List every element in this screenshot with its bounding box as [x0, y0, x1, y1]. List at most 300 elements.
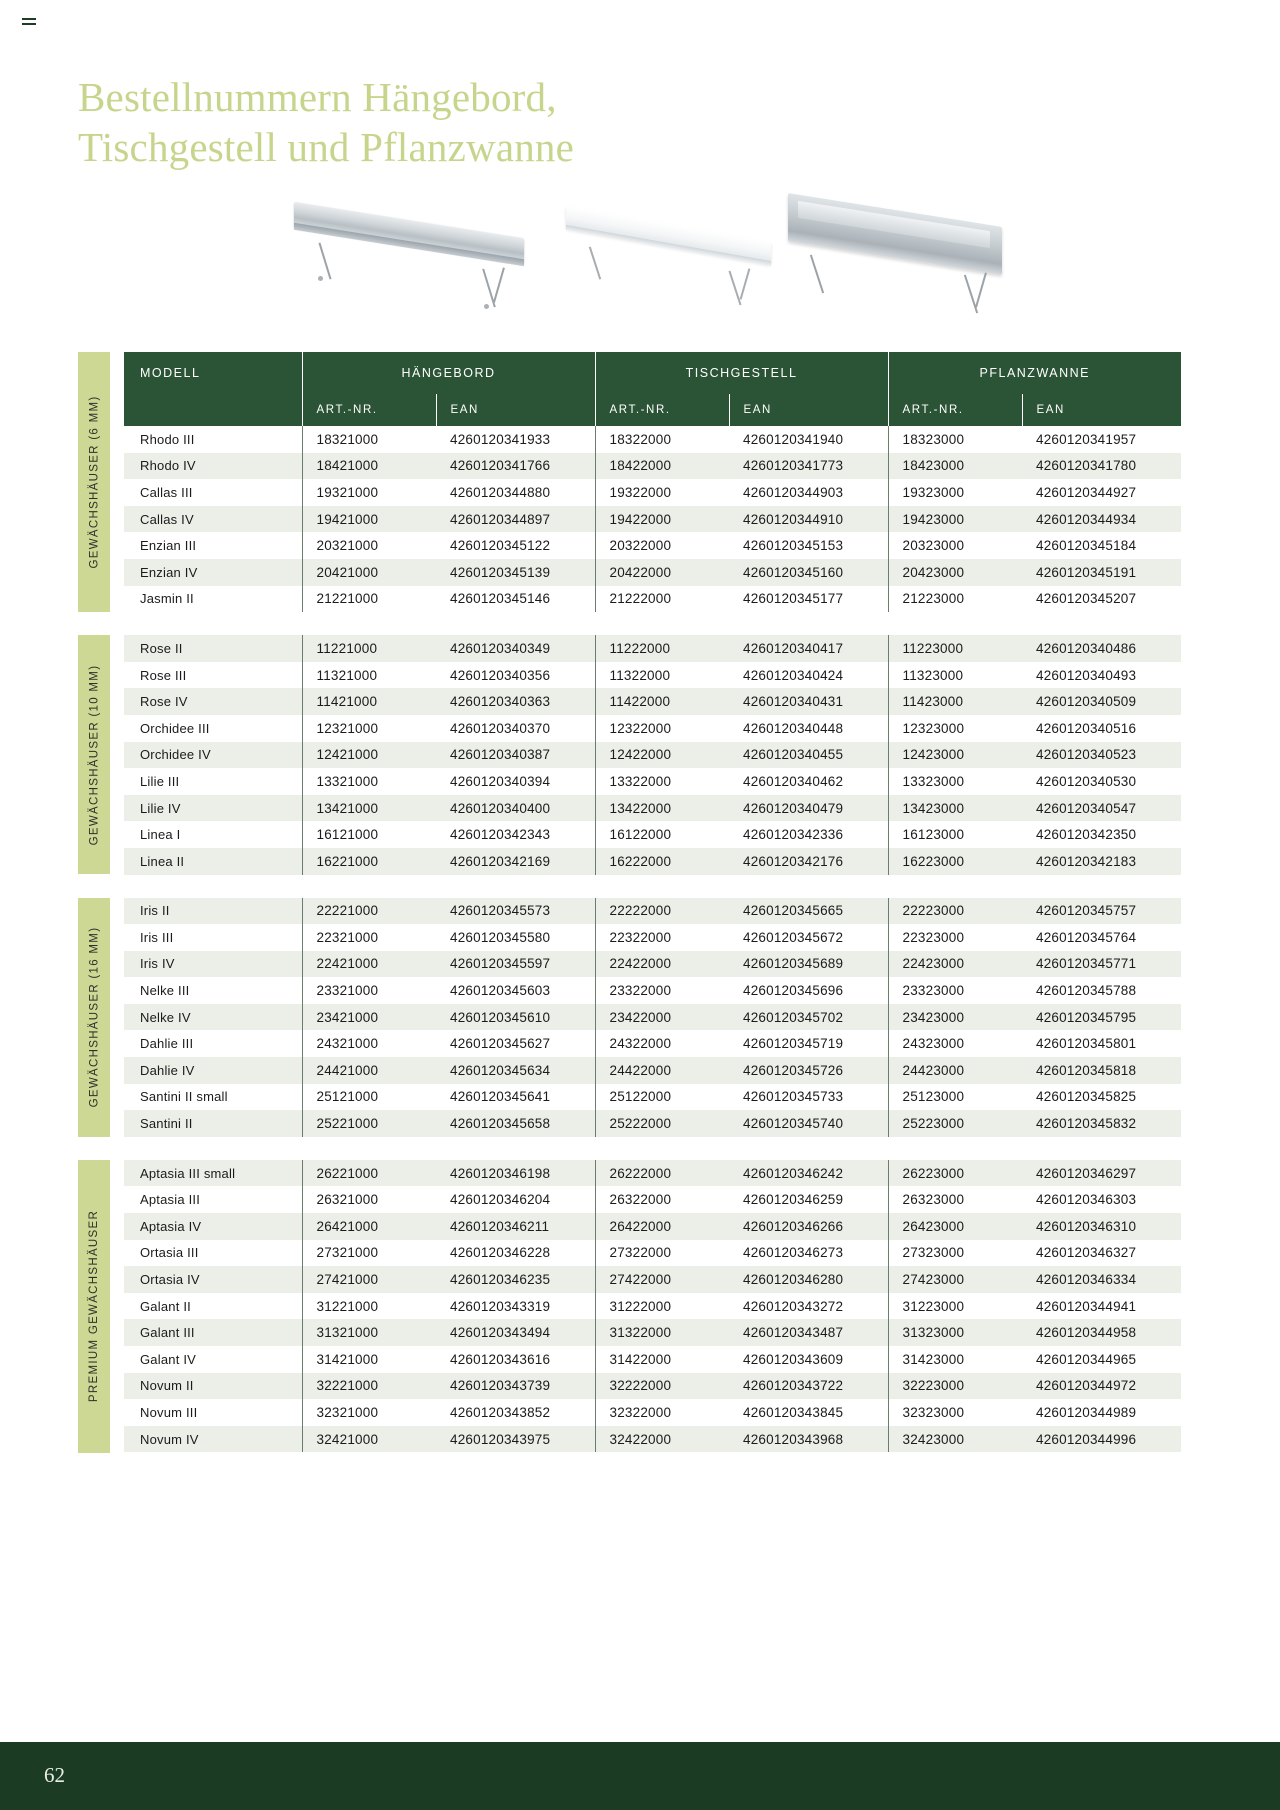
- page-title-line2: Tischgestell und Pflanzwanne: [78, 124, 575, 171]
- cell-model: Ortasia III: [124, 1240, 302, 1267]
- product-photo-row: [280, 196, 1040, 326]
- cell-hb_ean: 4260120346198: [436, 1160, 595, 1187]
- table-body: [124, 635, 1181, 874]
- sub-header-row: [124, 394, 1181, 426]
- table-row: [124, 1240, 1181, 1267]
- cell-pw_art: 23323000: [888, 977, 1022, 1004]
- cell-pw_art: 25123000: [888, 1084, 1022, 1111]
- cell-hb_ean: 4260120340370: [436, 715, 595, 742]
- cell-tg_ean: 4260120343968: [729, 1426, 888, 1453]
- cell-hb_ean: 4260120346211: [436, 1213, 595, 1240]
- cell-pw_ean: 4260120345788: [1022, 977, 1181, 1004]
- cell-hb_art: 13421000: [302, 795, 436, 822]
- cell-tg_art: 31322000: [595, 1319, 729, 1346]
- table-body: [124, 898, 1181, 1137]
- table-row: [124, 1084, 1181, 1111]
- cell-tg_ean: 4260120346242: [729, 1160, 888, 1187]
- cell-pw_ean: 4260120345825: [1022, 1084, 1181, 1111]
- table-row: [124, 479, 1181, 506]
- cell-hb_ean: 4260120343616: [436, 1346, 595, 1373]
- cell-model: Novum II: [124, 1373, 302, 1400]
- cell-tg_ean: 4260120345719: [729, 1030, 888, 1057]
- cell-hb_art: 18421000: [302, 453, 436, 480]
- cell-tg_ean: 4260120345726: [729, 1057, 888, 1084]
- cell-hb_art: 16221000: [302, 848, 436, 875]
- cell-pw_art: 20323000: [888, 532, 1022, 559]
- cell-hb_art: 16121000: [302, 821, 436, 848]
- cell-tg_ean: 4260120343722: [729, 1373, 888, 1400]
- cell-tg_art: 22422000: [595, 951, 729, 978]
- table-block: [78, 898, 1137, 1137]
- cell-tg_ean: 4260120342176: [729, 848, 888, 875]
- cell-pw_art: 24423000: [888, 1057, 1022, 1084]
- cell-hb_ean: 4260120345580: [436, 924, 595, 951]
- cell-tg_art: 16222000: [595, 848, 729, 875]
- category-tab-label: PREMIUM GEWÄCHSHÄUSER: [88, 1210, 100, 1403]
- cell-model: Rhodo IV: [124, 453, 302, 480]
- cell-pw_ean: 4260120345795: [1022, 1004, 1181, 1031]
- cell-tg_ean: 4260120345702: [729, 1004, 888, 1031]
- cell-tg_art: 27322000: [595, 1240, 729, 1267]
- cell-pw_ean: 4260120345832: [1022, 1110, 1181, 1137]
- cell-pw_art: 26223000: [888, 1160, 1022, 1187]
- cell-hb_ean: 4260120341766: [436, 453, 595, 480]
- cell-model: Rhodo III: [124, 426, 302, 453]
- cell-model: Lilie IV: [124, 795, 302, 822]
- cell-pw_ean: 4260120345757: [1022, 898, 1181, 925]
- cell-hb_art: 23321000: [302, 977, 436, 1004]
- cell-pw_ean: 4260120340530: [1022, 768, 1181, 795]
- table-header: [124, 352, 1181, 426]
- table-row: [124, 1186, 1181, 1213]
- cell-pw_ean: 4260120340493: [1022, 662, 1181, 689]
- cell-pw_art: 13323000: [888, 768, 1022, 795]
- cell-hb_ean: 4260120345597: [436, 951, 595, 978]
- cell-pw_art: 11223000: [888, 635, 1022, 662]
- cell-tg_ean: 4260120345177: [729, 586, 888, 613]
- cell-tg_art: 31222000: [595, 1293, 729, 1320]
- table-row: [124, 1293, 1181, 1320]
- cell-model: Aptasia IV: [124, 1213, 302, 1240]
- cell-pw_art: 25223000: [888, 1110, 1022, 1137]
- cell-hb_ean: 4260120340400: [436, 795, 595, 822]
- cell-tg_art: 23422000: [595, 1004, 729, 1031]
- cell-pw_ean: 4260120344941: [1022, 1293, 1181, 1320]
- cell-pw_ean: 4260120342183: [1022, 848, 1181, 875]
- page-title-line1: Bestellnummern Hängebord,: [78, 74, 557, 120]
- cell-pw_ean: 4260120340516: [1022, 715, 1181, 742]
- cell-hb_art: 24421000: [302, 1057, 436, 1084]
- cell-model: Aptasia III: [124, 1186, 302, 1213]
- cell-hb_art: 31221000: [302, 1293, 436, 1320]
- table-row: [124, 662, 1181, 689]
- cell-tg_ean: 4260120343609: [729, 1346, 888, 1373]
- category-tab-label: GEWÄCHSHÄUSER (6 MM): [88, 395, 101, 569]
- cell-hb_art: 19321000: [302, 479, 436, 506]
- cell-hb_art: 20421000: [302, 559, 436, 586]
- cell-hb_art: 25121000: [302, 1084, 436, 1111]
- table-row: [124, 742, 1181, 769]
- cell-pw_art: 12423000: [888, 742, 1022, 769]
- cell-hb_ean: 4260120346235: [436, 1266, 595, 1293]
- cell-hb_ean: 4260120340387: [436, 742, 595, 769]
- cell-hb_ean: 4260120344880: [436, 479, 595, 506]
- cell-hb_ean: 4260120343852: [436, 1399, 595, 1426]
- table-row: [124, 795, 1181, 822]
- cell-tg_art: 12322000: [595, 715, 729, 742]
- cell-pw_ean: 4260120345818: [1022, 1057, 1181, 1084]
- cell-pw_art: 31423000: [888, 1346, 1022, 1373]
- cell-pw_ean: 4260120346303: [1022, 1186, 1181, 1213]
- cell-tg_art: 19322000: [595, 479, 729, 506]
- cell-hb_art: 20321000: [302, 532, 436, 559]
- cell-pw_ean: 4260120346327: [1022, 1240, 1181, 1267]
- cell-pw_art: 32423000: [888, 1426, 1022, 1453]
- cell-tg_art: 13322000: [595, 768, 729, 795]
- cell-pw_ean: 4260120340486: [1022, 635, 1181, 662]
- table-row: [124, 715, 1181, 742]
- cell-tg_ean: 4260120340448: [729, 715, 888, 742]
- cell-model: Iris III: [124, 924, 302, 951]
- cell-hb_art: 32421000: [302, 1426, 436, 1453]
- table-row: [124, 821, 1181, 848]
- cell-hb_ean: 4260120344897: [436, 506, 595, 533]
- crop-mark-icon: [22, 18, 36, 28]
- cell-tg_ean: 4260120345672: [729, 924, 888, 951]
- page-footer: [0, 1742, 1280, 1810]
- cell-hb_art: 12321000: [302, 715, 436, 742]
- cell-model: Jasmin II: [124, 586, 302, 613]
- table-row: [124, 586, 1181, 613]
- cell-pw_art: 16223000: [888, 848, 1022, 875]
- cell-pw_art: 31323000: [888, 1319, 1022, 1346]
- cell-pw_art: 22223000: [888, 898, 1022, 925]
- cell-tg_ean: 4260120346266: [729, 1213, 888, 1240]
- cell-model: Callas III: [124, 479, 302, 506]
- cell-pw_art: 11423000: [888, 688, 1022, 715]
- cell-hb_art: 11321000: [302, 662, 436, 689]
- cell-tg_art: 26422000: [595, 1213, 729, 1240]
- table-row: [124, 1266, 1181, 1293]
- cell-pw_ean: 4260120342350: [1022, 821, 1181, 848]
- cell-tg_ean: 4260120345160: [729, 559, 888, 586]
- cell-pw_art: 27323000: [888, 1240, 1022, 1267]
- table-row: [124, 1030, 1181, 1057]
- cell-pw_ean: 4260120345801: [1022, 1030, 1181, 1057]
- cell-model: Santini II: [124, 1110, 302, 1137]
- cell-tg_ean: 4260120344903: [729, 479, 888, 506]
- cell-hb_ean: 4260120340363: [436, 688, 595, 715]
- cell-tg_art: 25222000: [595, 1110, 729, 1137]
- cell-hb_ean: 4260120343975: [436, 1426, 595, 1453]
- cell-hb_ean: 4260120345658: [436, 1110, 595, 1137]
- cell-model: Aptasia III small: [124, 1160, 302, 1187]
- cell-pw_art: 27423000: [888, 1266, 1022, 1293]
- table-body: [124, 426, 1181, 612]
- cell-tg_ean: 4260120340424: [729, 662, 888, 689]
- cell-tg_ean: 4260120345153: [729, 532, 888, 559]
- cell-tg_ean: 4260120340431: [729, 688, 888, 715]
- cell-tg_art: 27422000: [595, 1266, 729, 1293]
- cell-pw_ean: 4260120344965: [1022, 1346, 1181, 1373]
- sub-header-5: ART.-NR.: [888, 394, 1022, 426]
- table-row: [124, 1160, 1181, 1187]
- cell-tg_ean: 4260120345689: [729, 951, 888, 978]
- table-row: [124, 635, 1181, 662]
- cell-tg_art: 26222000: [595, 1160, 729, 1187]
- table-row: [124, 532, 1181, 559]
- category-tab: [78, 898, 110, 1137]
- cell-model: Dahlie III: [124, 1030, 302, 1057]
- cell-tg_art: 12422000: [595, 742, 729, 769]
- cell-pw_ean: 4260120341780: [1022, 453, 1181, 480]
- cell-tg_ean: 4260120340479: [729, 795, 888, 822]
- table-row: [124, 951, 1181, 978]
- cell-hb_art: 31421000: [302, 1346, 436, 1373]
- table-block: [78, 1160, 1137, 1453]
- table-body: [124, 1160, 1181, 1453]
- cell-hb_art: 26421000: [302, 1213, 436, 1240]
- table-block: [78, 635, 1137, 874]
- cell-model: Novum IV: [124, 1426, 302, 1453]
- cell-tg_art: 26322000: [595, 1186, 729, 1213]
- cell-tg_art: 16122000: [595, 821, 729, 848]
- sub-header-3: ART.-NR.: [595, 394, 729, 426]
- cell-pw_art: 26423000: [888, 1213, 1022, 1240]
- cell-hb_art: 18321000: [302, 426, 436, 453]
- cell-tg_ean: 4260120343845: [729, 1399, 888, 1426]
- cell-pw_art: 19423000: [888, 506, 1022, 533]
- cell-tg_ean: 4260120346273: [729, 1240, 888, 1267]
- cell-pw_art: 11323000: [888, 662, 1022, 689]
- cell-model: Enzian IV: [124, 559, 302, 586]
- table-row: [124, 426, 1181, 453]
- cell-tg_ean: 4260120345740: [729, 1110, 888, 1137]
- cell-hb_ean: 4260120345122: [436, 532, 595, 559]
- cell-pw_ean: 4260120340523: [1022, 742, 1181, 769]
- cell-pw_art: 18323000: [888, 426, 1022, 453]
- cell-pw_ean: 4260120344958: [1022, 1319, 1181, 1346]
- table-row: [124, 688, 1181, 715]
- cell-tg_art: 19422000: [595, 506, 729, 533]
- cell-hb_ean: 4260120343494: [436, 1319, 595, 1346]
- table-row: [124, 1399, 1181, 1426]
- cell-pw_art: 18423000: [888, 453, 1022, 480]
- group-header-row: [124, 352, 1181, 394]
- cell-pw_art: 31223000: [888, 1293, 1022, 1320]
- table-row: [124, 977, 1181, 1004]
- cell-hb_art: 32321000: [302, 1399, 436, 1426]
- category-tab: [78, 635, 110, 874]
- cell-hb_art: 23421000: [302, 1004, 436, 1031]
- model-table: [124, 352, 1181, 612]
- cell-tg_art: 21222000: [595, 586, 729, 613]
- table-row: [124, 848, 1181, 875]
- cell-tg_art: 11322000: [595, 662, 729, 689]
- cell-hb_art: 12421000: [302, 742, 436, 769]
- table-row: [124, 768, 1181, 795]
- cell-tg_ean: 4260120342336: [729, 821, 888, 848]
- cell-pw_art: 12323000: [888, 715, 1022, 742]
- cell-pw_art: 26323000: [888, 1186, 1022, 1213]
- category-tab: [78, 1160, 110, 1453]
- cell-hb_art: 19421000: [302, 506, 436, 533]
- sub-header-0: [124, 394, 302, 426]
- group-header-pflanzwanne: PFLANZWANNE: [888, 352, 1181, 394]
- cell-tg_ean: 4260120343272: [729, 1293, 888, 1320]
- cell-hb_ean: 4260120346204: [436, 1186, 595, 1213]
- haengebord-photo: [288, 212, 538, 316]
- category-tab-label: GEWÄCHSHÄUSER (16 MM): [88, 926, 100, 1108]
- table-row: [124, 1057, 1181, 1084]
- cell-tg_art: 22322000: [595, 924, 729, 951]
- table-row: [124, 1213, 1181, 1240]
- cell-hb_art: 26321000: [302, 1186, 436, 1213]
- cell-tg_art: 31422000: [595, 1346, 729, 1373]
- cell-pw_art: 16123000: [888, 821, 1022, 848]
- cell-tg_ean: 4260120345733: [729, 1084, 888, 1111]
- cell-hb_art: 13321000: [302, 768, 436, 795]
- cell-pw_art: 21223000: [888, 586, 1022, 613]
- cell-model: Linea II: [124, 848, 302, 875]
- table-row: [124, 898, 1181, 925]
- cell-hb_ean: 4260120345573: [436, 898, 595, 925]
- table-row: [124, 1426, 1181, 1453]
- sub-header-4: EAN: [729, 394, 888, 426]
- cell-model: Novum III: [124, 1399, 302, 1426]
- cell-hb_ean: 4260120346228: [436, 1240, 595, 1267]
- cell-model: Galant II: [124, 1293, 302, 1320]
- cell-hb_art: 27321000: [302, 1240, 436, 1267]
- model-table: [124, 898, 1181, 1137]
- cell-tg_art: 24322000: [595, 1030, 729, 1057]
- cell-tg_ean: 4260120341773: [729, 453, 888, 480]
- cell-hb_art: 32221000: [302, 1373, 436, 1400]
- cell-pw_ean: 4260120340547: [1022, 795, 1181, 822]
- cell-tg_art: 24422000: [595, 1057, 729, 1084]
- cell-model: Galant III: [124, 1319, 302, 1346]
- cell-hb_ean: 4260120345603: [436, 977, 595, 1004]
- cell-model: Callas IV: [124, 506, 302, 533]
- cell-hb_ean: 4260120345139: [436, 559, 595, 586]
- cell-model: Lilie III: [124, 768, 302, 795]
- order-number-table: [78, 352, 1137, 1452]
- cell-pw_ean: 4260120340509: [1022, 688, 1181, 715]
- cell-hb_art: 26221000: [302, 1160, 436, 1187]
- cell-hb_ean: 4260120345627: [436, 1030, 595, 1057]
- pflanzwanne-photo: [780, 204, 1020, 320]
- cell-pw_ean: 4260120344996: [1022, 1426, 1181, 1453]
- cell-tg_ean: 4260120345665: [729, 898, 888, 925]
- cell-pw_art: 19323000: [888, 479, 1022, 506]
- page-title: [78, 72, 898, 172]
- cell-model: Iris IV: [124, 951, 302, 978]
- cell-pw_ean: 4260120345771: [1022, 951, 1181, 978]
- cell-pw_ean: 4260120345191: [1022, 559, 1181, 586]
- cell-hb_ean: 4260120340394: [436, 768, 595, 795]
- cell-model: Rose III: [124, 662, 302, 689]
- cell-pw_art: 22323000: [888, 924, 1022, 951]
- cell-tg_art: 25122000: [595, 1084, 729, 1111]
- cell-model: Enzian III: [124, 532, 302, 559]
- table-row: [124, 559, 1181, 586]
- table-row: [124, 506, 1181, 533]
- table-row: [124, 1110, 1181, 1137]
- cell-tg_ean: 4260120346280: [729, 1266, 888, 1293]
- cell-hb_art: 21221000: [302, 586, 436, 613]
- cell-hb_ean: 4260120345641: [436, 1084, 595, 1111]
- cell-tg_art: 23322000: [595, 977, 729, 1004]
- group-header-tischgestell: TISCHGESTELL: [595, 352, 888, 394]
- cell-model: Orchidee IV: [124, 742, 302, 769]
- model-table: [124, 1160, 1181, 1453]
- cell-model: Orchidee III: [124, 715, 302, 742]
- cell-model: Rose IV: [124, 688, 302, 715]
- cell-hb_ean: 4260120345610: [436, 1004, 595, 1031]
- cell-pw_ean: 4260120346334: [1022, 1266, 1181, 1293]
- table-row: [124, 1373, 1181, 1400]
- cell-hb_art: 27421000: [302, 1266, 436, 1293]
- cell-pw_ean: 4260120346297: [1022, 1160, 1181, 1187]
- cell-pw_ean: 4260120344934: [1022, 506, 1181, 533]
- group-header-modell: MODELL: [124, 352, 302, 394]
- sub-header-1: ART.-NR.: [302, 394, 436, 426]
- cell-model: Santini II small: [124, 1084, 302, 1111]
- cell-model: Nelke IV: [124, 1004, 302, 1031]
- table-row: [124, 1004, 1181, 1031]
- cell-tg_art: 18322000: [595, 426, 729, 453]
- cell-tg_art: 18422000: [595, 453, 729, 480]
- cell-model: Galant IV: [124, 1346, 302, 1373]
- cell-hb_art: 11421000: [302, 688, 436, 715]
- cell-hb_ean: 4260120340349: [436, 635, 595, 662]
- cell-hb_ean: 4260120340356: [436, 662, 595, 689]
- cell-hb_ean: 4260120343319: [436, 1293, 595, 1320]
- cell-tg_art: 11222000: [595, 635, 729, 662]
- cell-model: Linea I: [124, 821, 302, 848]
- table-row: [124, 453, 1181, 480]
- cell-pw_art: 32323000: [888, 1399, 1022, 1426]
- table-row: [124, 1346, 1181, 1373]
- cell-tg_art: 13422000: [595, 795, 729, 822]
- table-block: [78, 352, 1137, 612]
- model-table: [124, 635, 1181, 874]
- cell-tg_ean: 4260120340455: [729, 742, 888, 769]
- cell-hb_art: 31321000: [302, 1319, 436, 1346]
- cell-tg_ean: 4260120340417: [729, 635, 888, 662]
- table-row: [124, 1319, 1181, 1346]
- cell-hb_art: 22321000: [302, 924, 436, 951]
- cell-pw_art: 20423000: [888, 559, 1022, 586]
- cell-model: Iris II: [124, 898, 302, 925]
- cell-pw_art: 23423000: [888, 1004, 1022, 1031]
- cell-hb_art: 11221000: [302, 635, 436, 662]
- cell-tg_art: 20422000: [595, 559, 729, 586]
- group-header-hngebord: HÄNGEBORD: [302, 352, 595, 394]
- cell-pw_ean: 4260120344972: [1022, 1373, 1181, 1400]
- cell-tg_ean: 4260120343487: [729, 1319, 888, 1346]
- cell-pw_ean: 4260120345764: [1022, 924, 1181, 951]
- cell-pw_ean: 4260120344927: [1022, 479, 1181, 506]
- cell-pw_ean: 4260120346310: [1022, 1213, 1181, 1240]
- cell-hb_ean: 4260120342343: [436, 821, 595, 848]
- category-tab: [78, 352, 110, 612]
- cell-hb_ean: 4260120343739: [436, 1373, 595, 1400]
- cell-tg_art: 32422000: [595, 1426, 729, 1453]
- cell-model: Nelke III: [124, 977, 302, 1004]
- sub-header-6: EAN: [1022, 394, 1181, 426]
- cell-pw_art: 32223000: [888, 1373, 1022, 1400]
